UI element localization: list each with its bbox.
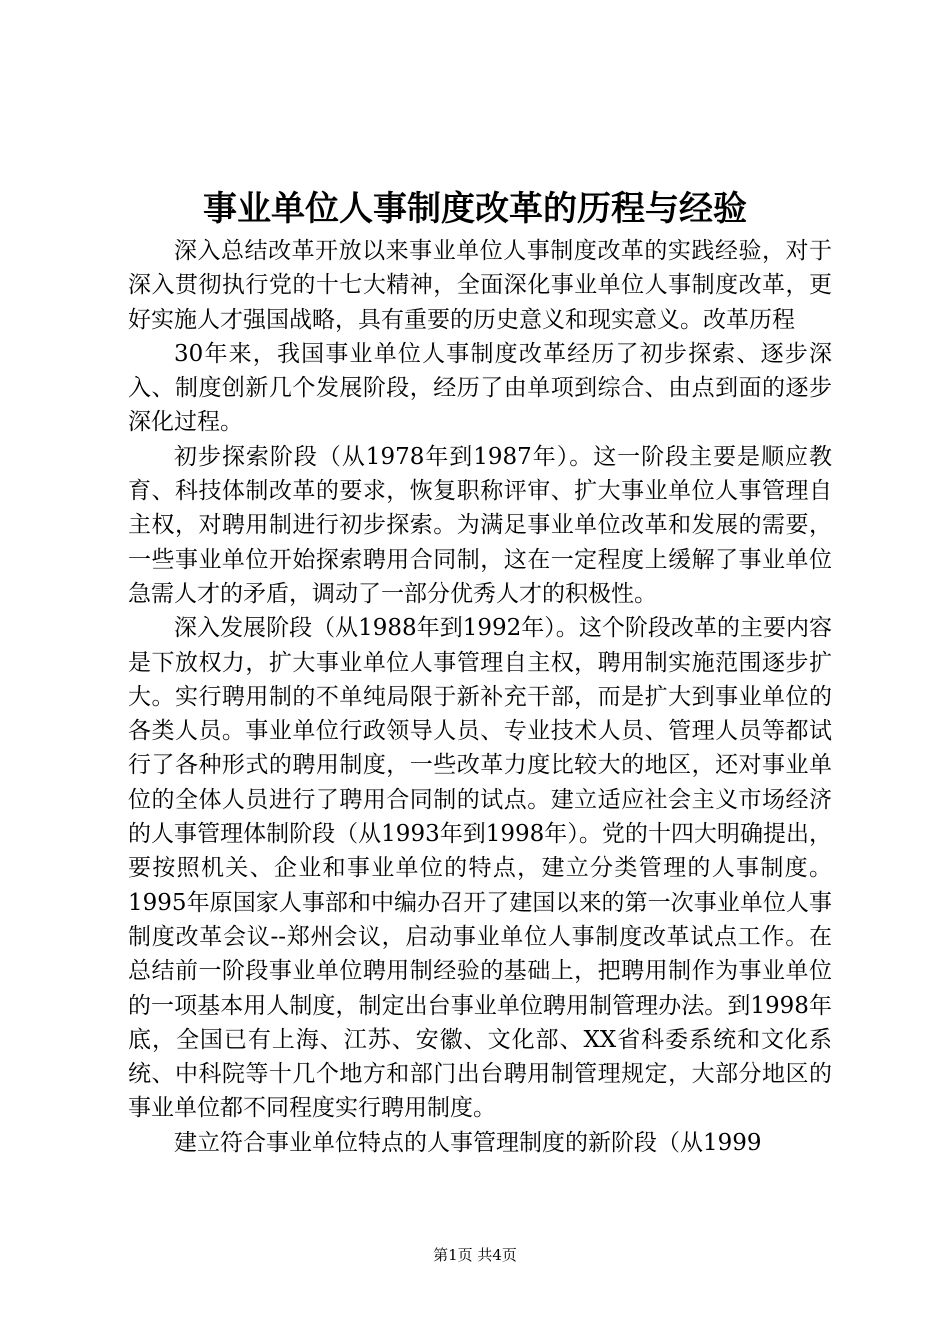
paragraph-new-stage: 建立符合事业单位特点的人事管理制度的新阶段（从1999 — [174, 1129, 762, 1156]
document-title: 事业单位人事制度改革的历程与经验 — [203, 189, 747, 229]
document-body — [128, 234, 832, 1160]
page-footer: 第1页 共4页 — [433, 1246, 517, 1264]
paragraph-overview: 30年来，我国事业单位人事制度改革经历了初步探索、逐步深入、制度创新几个发展阶段，经历了由单项到综合、由点到面的逐步深化过程。 — [128, 340, 832, 436]
paragraph-deepening-stage: 深入发展阶段（从1988年到1992年）。这个阶段改革的主要内容是下放权力，扩大事业单位人事管理自主权，聘用制实施范围逐步扩大。实行聘用制的不单纯局限于新补充干部，而是扩大到事业单位的各类人员。事业单位行政领导人员、专业技术人员、管理人员等都试行了各种形式的聘用制度，一些改革力度比较大的地区，还对事业单位的全体人员进行了聘用合同制的试点。建立适应社会主义市场经济的人事管理体制阶段（从1993年到1998年）。党的十四大明确提出，要按照机关、企业和事业单位的特点，建立分类管理的人事制度。1995年原国家人事部和中编办召开了建国以来的第一次事业单位人事制度改革会议--郑州会议，启动事业单位人事制度改革试点工作。在总结前一阶段事业单位聘用制经验的基础上，把聘用制作为事业单位的一项基本用人制度，制定出台事业单位聘用制管理办法。到1998年底，全国已有上海、江苏、安徽、文化部、XX省科委系统和文化系统、中科院等十几个地方和部门出台聘用制管理规定，大部分地区的事业单位都不同程度实行聘用制度。 — [128, 615, 832, 1122]
paragraph-initial-stage: 初步探索阶段（从1978年到1987年）。这一阶段主要是顺应教育、科技体制改革的要求，恢复职称评审、扩大事业单位人事管理自主权，对聘用制进行初步探索。为满足事业单位改革和发展的需要，一些事业单位开始探索聘用合同制，这在一定程度上缓解了事业单位急需人才的矛盾，调动了一部分优秀人才的积极性。 — [128, 443, 832, 607]
paragraph-intro: 深入总结改革开放以来事业单位人事制度改革的实践经验，对于深入贯彻执行党的十七大精神，全面深化事业单位人事制度改革，更好实施人才强国战略，具有重要的历史意义和现实意义。改革历程 — [128, 238, 832, 333]
